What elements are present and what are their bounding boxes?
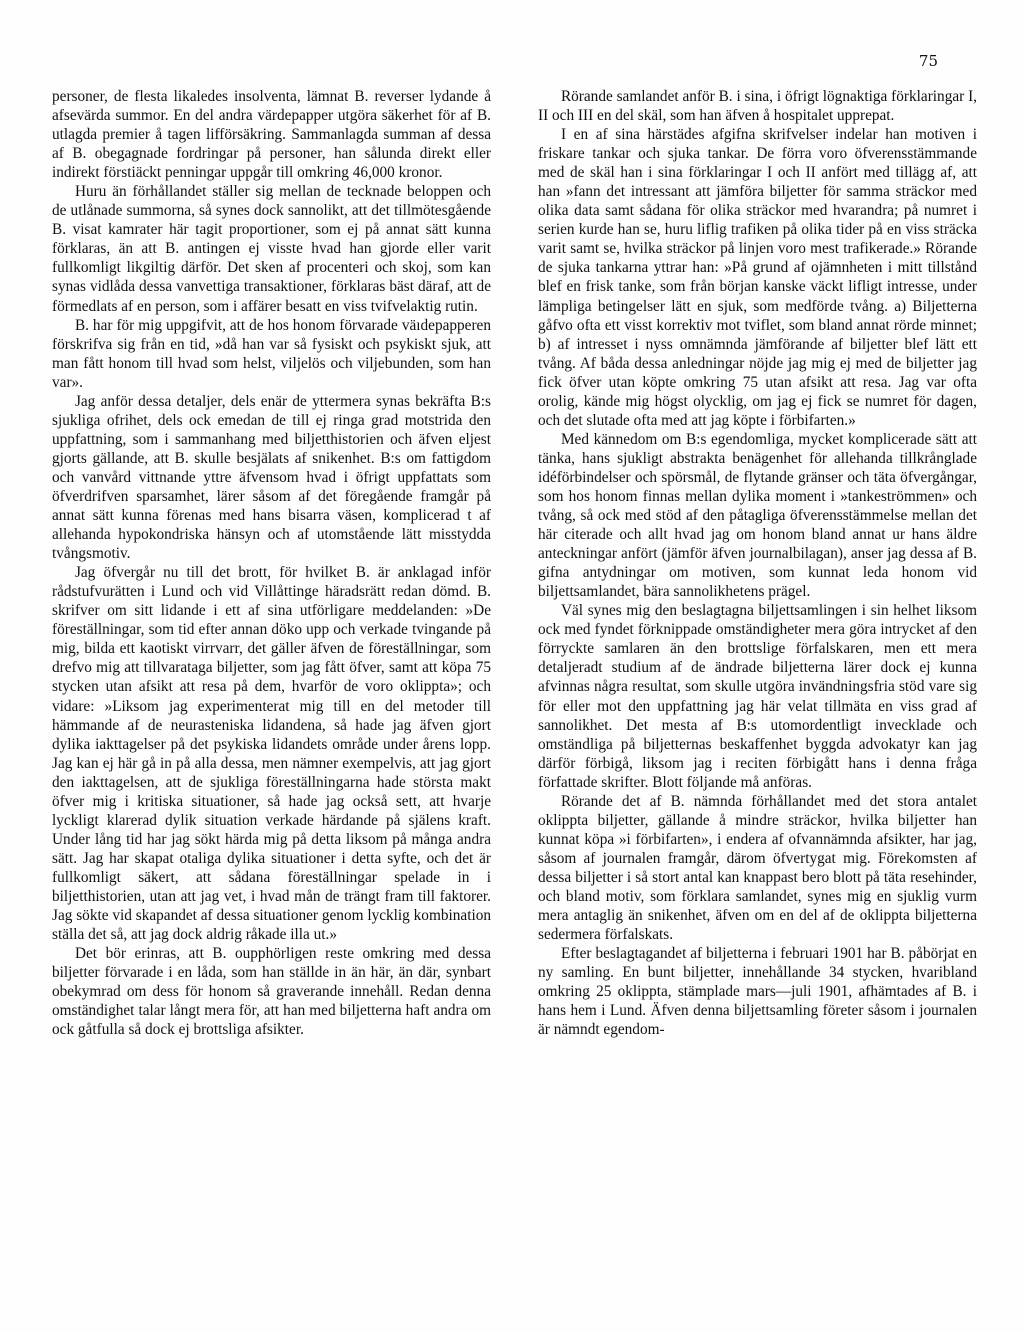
- paragraph: B. har för mig uppgifvit, att de hos honom förvarade väıdepapperen förskrifva sig från en tid, »då han var så fysiskt och psykiskt sjuk, att man fått honom till hvad som helst, viljelös och viljebunden, som han var».: [52, 316, 491, 391]
- left-column: [52, 87, 491, 1039]
- paragraph: Rörande samlandet anför B. i sina, i öfrigt lögnaktiga förklaringar I, II och III en del skäl, som han äfven å hospitalet upprepat.: [538, 88, 977, 125]
- paragraph: Med kännedom om B:s egendomliga, mycket komplicerade sätt att tänka, hans sjukligt abstrakta benägenhet för allehanda tillkrånglade idéförbindelser och spörsmål, de flytande gränser och täta öfvergångar, som hos honom finnas mellan dylika moment i »tankeströmmen» och tvång, så ock med stöd af den påtagliga öfverensstämmelse mellan det här citerade och allt hvad jag om honom bland annat ur hans äldre anteckningar anfört (jämför äfven journalbilagan), anser jag dessa af B. gifna antydningar om motiven, som kunnat leda honom vid biljettsamlandet, bära sannolikhetens prägel.: [538, 430, 977, 601]
- right-column: [538, 87, 977, 1039]
- paragraph: Jag öfvergår nu till det brott, för hvilket B. är anklagad inför rådstufvurätten i Lund och vid Villåttinge häradsrätt redan dömd. B. skrifver om sitt lidande i ett af sina utförligare meddelanden: »De föreställningar, som tid efter annan döko upp och verkade tvingande på mig, bilda ett kaotiskt virrvarr, det gäller äfven de föreställningar, som drefvo mig att tillvaratagа biljetter, som jag fått öfver, samt att köpa 75 stycken utan afsikt att resa på dem, hvarför de voro oklippta»; och vidare: »Liksom jag experimenterat mig till en del metoder till hämmande af de neurasteniska lidandena, så hade jag äfven gjort dylika iakttagelser på det psykiska lidandets område under årens lopp. Jag kan ej här gå in på alla dessa, men nämner exempelvis, att jag gjort den iakttagelsen, att de sjukliga föreställningarna hade största makt öfver mig i kritiska situationer, så hade jag också sett, att hvarje lyckligt klarerad dylik situation verkade härdande på själens kraft. Under lång tid har jag sökt härda mig på detta liksom på många andra sätt. Jag har skapat otaliga dylika situationer i detta syfte, och det är fullkomligt säkert, att sådana föreställningar spelade in i biljetthistorien, utan att jag vet, i hvad mån de trängt fram till faktorer. Jag sökte vid skapandet af dessa situationer genom lycklig kombination ställa det så, att jag dock aldrig råkade illa ut.»: [52, 564, 491, 944]
- paragraph: Huru än förhållandet ställer sig mellan de tecknade beloppen och de utlånade summorna, så synes dock sannolikt, att det tillmötesgående B. visat kamrater här tagit proportioner, som ej på annat sätt kunna förklaras, än att B. antingen ej visste hvad han gjorde eller varit fullkomligt likgiltig därför. Det sken af procenteri och skoj, som kan synas vidlåda dessa vanvettiga transaktioner, förklaras bäst däraf, att de förmedlats af en person, som i affärer besatt en viss tvifvelaktig rutin.: [52, 183, 491, 315]
- paragraph: Jag anför dessa detaljer, dels enär de yttermera synas bekräfta B:s sjukliga ofrihet, dels ock emedan de till ej ringa grad motstrida den uppfattning, som i sammanhang med biljetthistorien och äfven eljest gjorts gällande, att B. skulle besjälats af snikenhet. B:s om fattigdom och vanvård vittnande yttre äfvensom hvad i öfrigt uppfattats som öfverdrifven sparsamhet, lärer såsom af det föregående framgår på annat sätt kunna förenas med hans bisarra väsen, komplicerad t af allehanda hypokondriska hänsyn och af utomstående lätt misstydda tvångsmotiv.: [52, 392, 491, 563]
- paragraph: personer, de flesta likaledes insolventa, lämnat B. reverser lydande å afsevärda summor. En del andra värdepapper utgöra säkerhet för af B. utlagda premier å tagen lifförsäkring. Sammanlagda summan af dessa af B. obegagnade fordringar på personer, han sålunda direkt eller indirekt förstiäckt penningar uppgår till omkring 46,000 kronor.: [52, 88, 491, 182]
- paragraph: Det bör erinras, att B. oupphörligen reste omkring med dessa biljetter förvarade i en låda, som han ställde in än här, än där, synbart obekymrad om dess för honom så graverande innehåll. Redan denna omständighet talar långt mera för, att han med biljetterna haft andra om ock gåtfulla så dock ej brottsliga afsikter.: [52, 945, 491, 1039]
- paragraph: Väl synes mig den beslagtagna biljettsamlingen i sin helhet liksom ock med fyndet förknippade omständigheter mera göra intrycket af den förryckte samlaren än den brottslige förfalskaren, men ett mera detaljeradt studium af de ändrade biljetterna lärer dock ej kunna afvinnas några resultat, som skulle utgöra invändningsfria stöd vare sig för eller mot den uppfattning jag här velat tillmäta en viss grad af sannolikhet. Det mesta af B:s utomordentligt invecklade och omständliga på biljetternas beskaffenhet byggda advokatyr kan jag därför förbigå, liksom jag i reciten förbigått hans i denna fråga författade skrifter. Blott följande må anföras.: [538, 602, 977, 791]
- paragraph: Efter beslagtagandet af biljetterna i februari 1901 har B. påbörjat en ny samling. En bunt biljetter, innehållande 34 stycken, hvaribland omkring 25 oklippta, stämplade mars—juli 1901, afhämtades af B. i hans hem i Lund. Äfven denna biljettsamling företer såsom i journalen är nämndt egendom-: [538, 945, 977, 1039]
- paragraph: Rörande det af B. nämnda förhållandet med det stora antalet oklippta biljetter, gällande å mindre sträckor, hvilka biljetter han kunnat köpa »i förbifarten», i endera af ofvannämnda afsikter, har jag, såsom af journalen framgår, därom öfvertygat mig. Förekomsten af dessa biljetter i så stort antal kan knappast bero blott på täta resehinder, och bland motiv, som förklara samlandet, synes mig en sjuklig vurm mera antaglig än snikenhet, äfven om en del af de oklippta biljetterna sedermera förfalskats.: [538, 792, 977, 944]
- page-number: 75: [918, 52, 938, 70]
- paragraph: I en af sina härstädes afgifna skrifvelser indelar han motiven i friskare tankar och sjuka tankar. De förra voro öfverensstämmande med de skäl han i sina förklaringar I och II anfört med tillägg af, att han »fann det intressant att jämföra biljetter för samma sträckor med olika data samt sådana för olika sträckor med hvarandra; på numret i serien kurde han se, huru liflig trafiken på olika tider på en viss sträcka varit samt se, hvilka sträckor på linjen voro mest trafikerade.» Rörande de sjuka tankarna yttrar han: »På grund af ojämnheten i mitt tillstånd blef en frisk tanke, som från början kanske väckt lifligt intresse, under lämpliga betingelser lätt en sjuk, som medförde tvång. a) Biljetterna gåfvo ofta ett visst korrektiv mot tviflet, som bland annat rörde minnet; b) af intresset i nyss omnämnda jämförande af biljetter blef lätt ett tvång. Af båda dessa anledningar nöjde jag mig ej med de biljetter jag fick öfver utan köpte omkring 75 utan afsikt att resa. Jag var ofta orolig, kände mig högst olycklig, om jag ej fick se numret för dagen, och det slutade ofta med att jag köpte i förbifarten.»: [538, 126, 977, 429]
